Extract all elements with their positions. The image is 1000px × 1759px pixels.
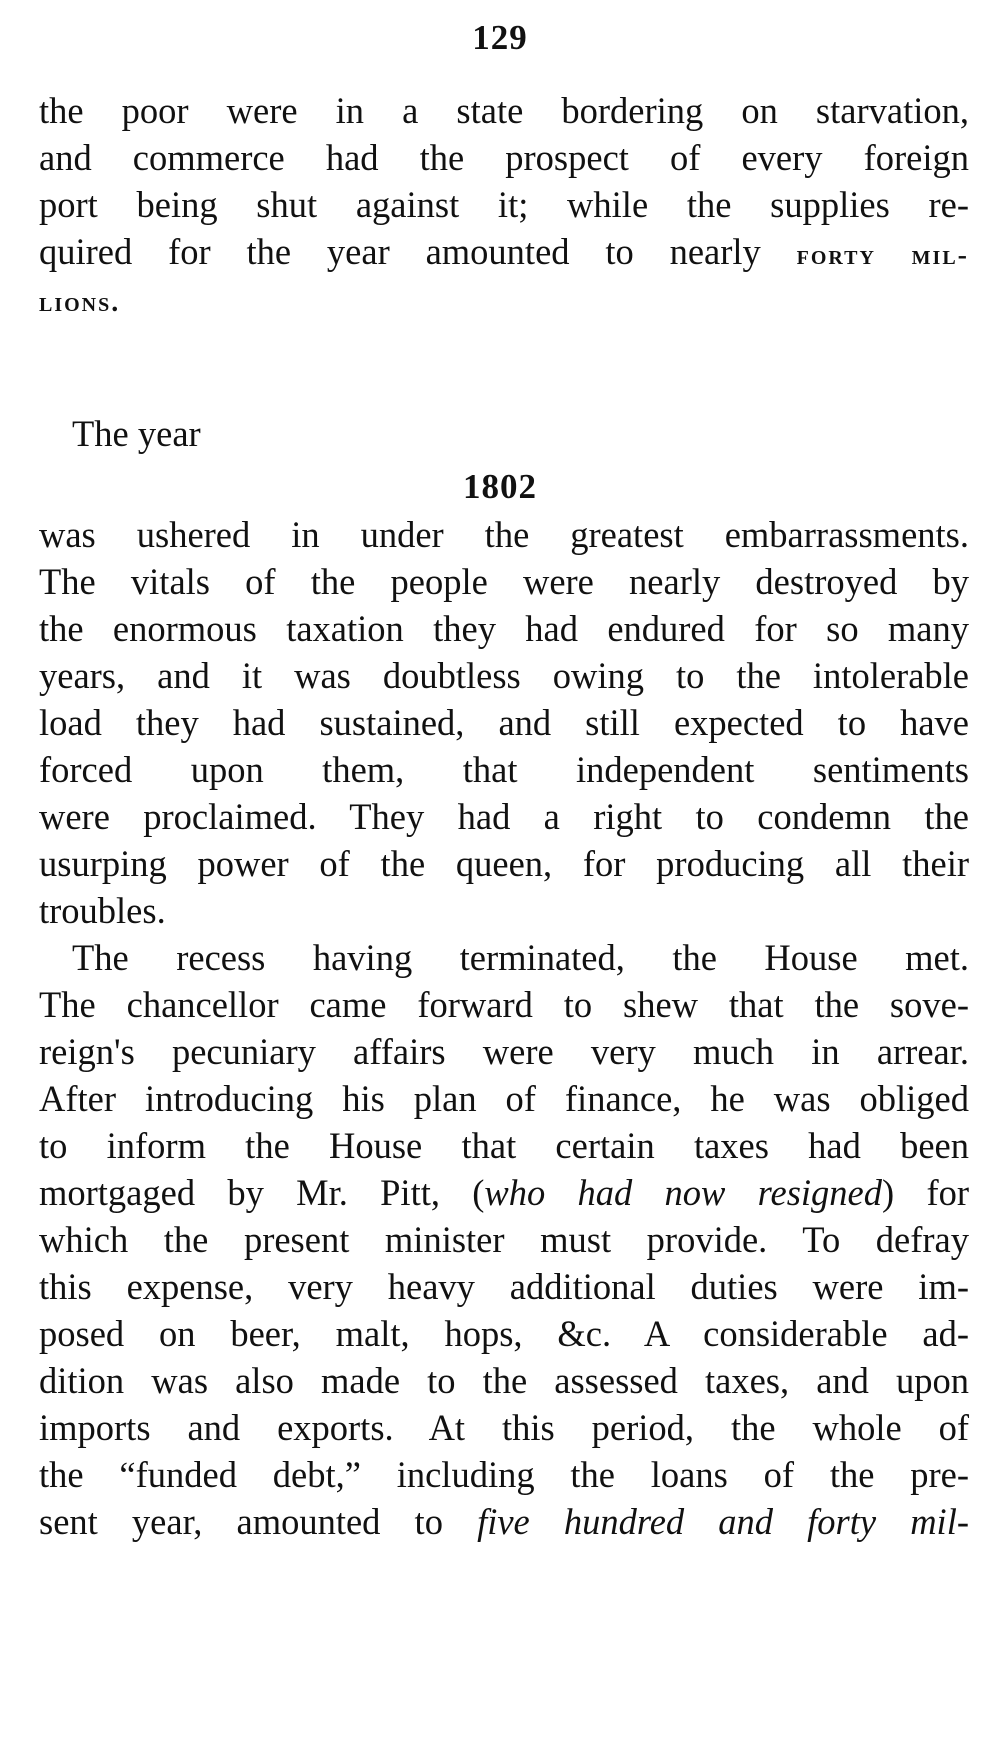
year-heading: 1802 bbox=[463, 467, 537, 506]
text-line: were proclaimed. They had a right to condemn the bbox=[39, 796, 969, 837]
text-span: ) for bbox=[882, 1172, 970, 1213]
text-line bbox=[39, 1496, 969, 1548]
text-line: The recess having terminated, the House met. bbox=[72, 937, 969, 978]
page-number: 129 bbox=[472, 18, 528, 57]
text-span: quired for the year amounted to nearly bbox=[39, 231, 797, 272]
italic-text: who had now resigned bbox=[484, 1172, 883, 1213]
text-span: mortgaged by Mr. Pitt, ( bbox=[39, 1172, 485, 1213]
text-line: to inform the House that certain taxes had been bbox=[39, 1125, 969, 1166]
text-line: the enormous taxation they had endured for so many bbox=[39, 608, 969, 649]
text-line: and commerce had the prospect of every foreign bbox=[39, 137, 969, 178]
text-line: which the present minister must provide. To defray bbox=[39, 1219, 969, 1260]
text-line: forced upon them, that independent sentiments bbox=[39, 749, 969, 790]
intro-text: The year bbox=[72, 413, 201, 454]
text-line: posed on beer, malt, hops, &c. A considerable ad- bbox=[39, 1313, 969, 1354]
text-line: load they had sustained, and still expected to have bbox=[39, 702, 969, 743]
text-line: the poor were in a state bordering on starvation, bbox=[39, 90, 969, 131]
text-line: The chancellor came forward to shew that the sove- bbox=[39, 984, 969, 1025]
text-line: reign's pecuniary affairs were very much in arrear. bbox=[39, 1031, 969, 1072]
text-line: troubles. bbox=[39, 890, 166, 931]
text-line bbox=[39, 273, 969, 329]
text-line: dition was also made to the assessed taxes, and upon bbox=[39, 1360, 969, 1401]
text-line: the “funded debt,” including the loans of the pre- bbox=[39, 1454, 969, 1495]
text-line: was ushered in under the greatest embarrassments. bbox=[39, 514, 969, 555]
smallcaps-text: forty mil- bbox=[796, 240, 969, 271]
smallcaps-text: lions. bbox=[39, 287, 121, 318]
text-line: imports and exports. At this period, the whole of bbox=[39, 1407, 969, 1448]
text-line: port being shut against it; while the supplies re- bbox=[39, 184, 969, 225]
text-line: usurping power of the queen, for producing all their bbox=[39, 843, 969, 884]
italic-text: five hundred and forty mil- bbox=[477, 1501, 969, 1542]
text-span: sent year, amounted to bbox=[39, 1501, 478, 1542]
text-line: this expense, very heavy additional duties were im- bbox=[39, 1266, 969, 1307]
text-line: After introducing his plan of finance, he was obliged bbox=[39, 1078, 969, 1119]
text-line: The vitals of the people were nearly destroyed by bbox=[39, 561, 969, 602]
text-line bbox=[39, 1167, 969, 1219]
text-line: years, and it was doubtless owing to the intolerable bbox=[39, 655, 969, 696]
